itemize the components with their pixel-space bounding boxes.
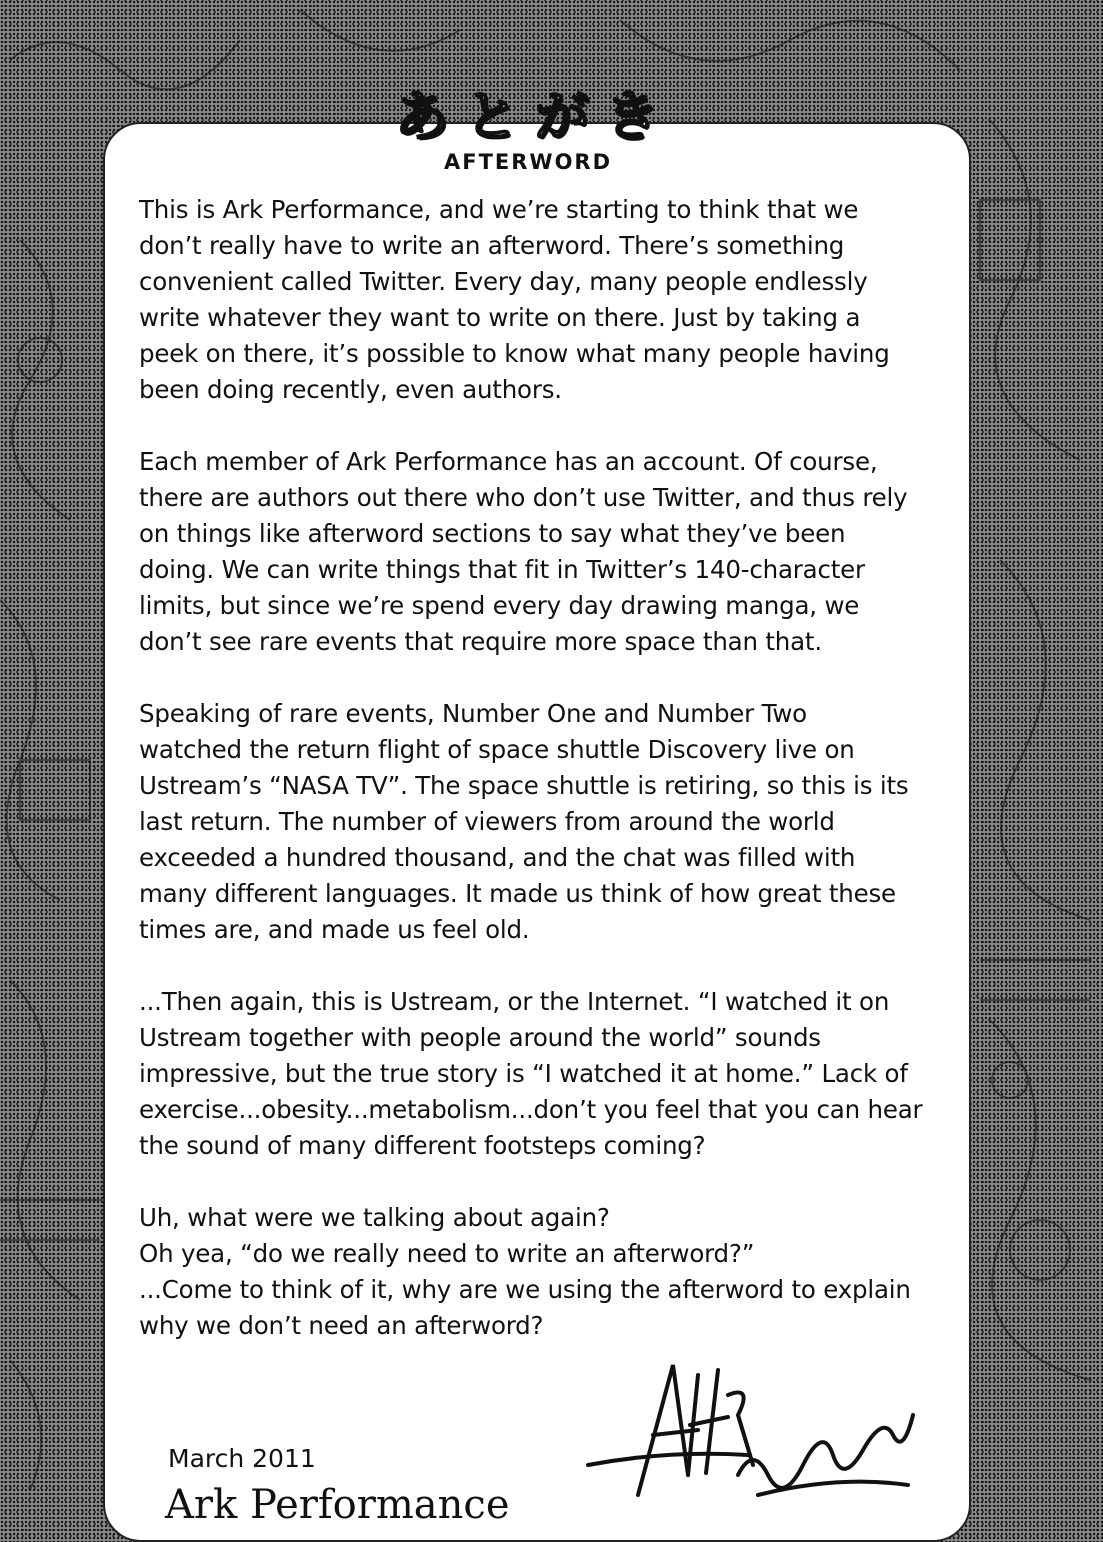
paragraph: Speaking of rare events, Number One and Number Two watched the return flight of space shuttle Discovery live on Ustream’s “NASA TV”. The space shuttle is retiring, so this is its last return. The number of viewers from around the world exceeded a hundred thousand, and the chat was filled with many different languages. It made us think of how great these times are, and made us feel old. bbox=[139, 699, 909, 944]
paragraph: ...Then again, this is Ustream, or the Internet. “I watched it on Ustream together with people around the world” sounds impressive, but the true story is “I watched it at home.” Lack of exercise...obesity...metabolism...don’t you feel that you can hear the sound of many different footsteps coming? bbox=[139, 987, 923, 1160]
footer-name: Ark Performance bbox=[165, 1482, 510, 1528]
paragraph: Each member of Ark Performance has an account. Of course, there are authors out there who don’t use Twitter, and thus rely on things like afterword sections to say what they’ve been doing. We can write things that fit in Twitter’s 140-character limits, but since we’re spend every day drawing manga, we don’t see rare events that require more space than that. bbox=[139, 447, 908, 656]
signature-image bbox=[578, 1355, 918, 1505]
paragraph: Uh, what were we talking about again? Oh yea, “do we really need to write an afterword?” ...Come to think of it, why are we using the afterword to explain why we don’t need an afterword? bbox=[139, 1203, 911, 1340]
heading-japanese: あとがき bbox=[395, 85, 675, 148]
heading-english: AFTERWORD bbox=[443, 150, 613, 174]
paragraph: This is Ark Performance, and we’re starting to think that we don’t really have to write an afterword. There’s something convenient called Twitter. Every day, many people endlessly write whatever they want to write on there. Just by taking a peek on there, it’s possible to know what many people having been doing recently, even authors. bbox=[139, 195, 890, 404]
afterword-body bbox=[139, 192, 939, 1344]
date-line: March 2011 bbox=[168, 1444, 316, 1473]
